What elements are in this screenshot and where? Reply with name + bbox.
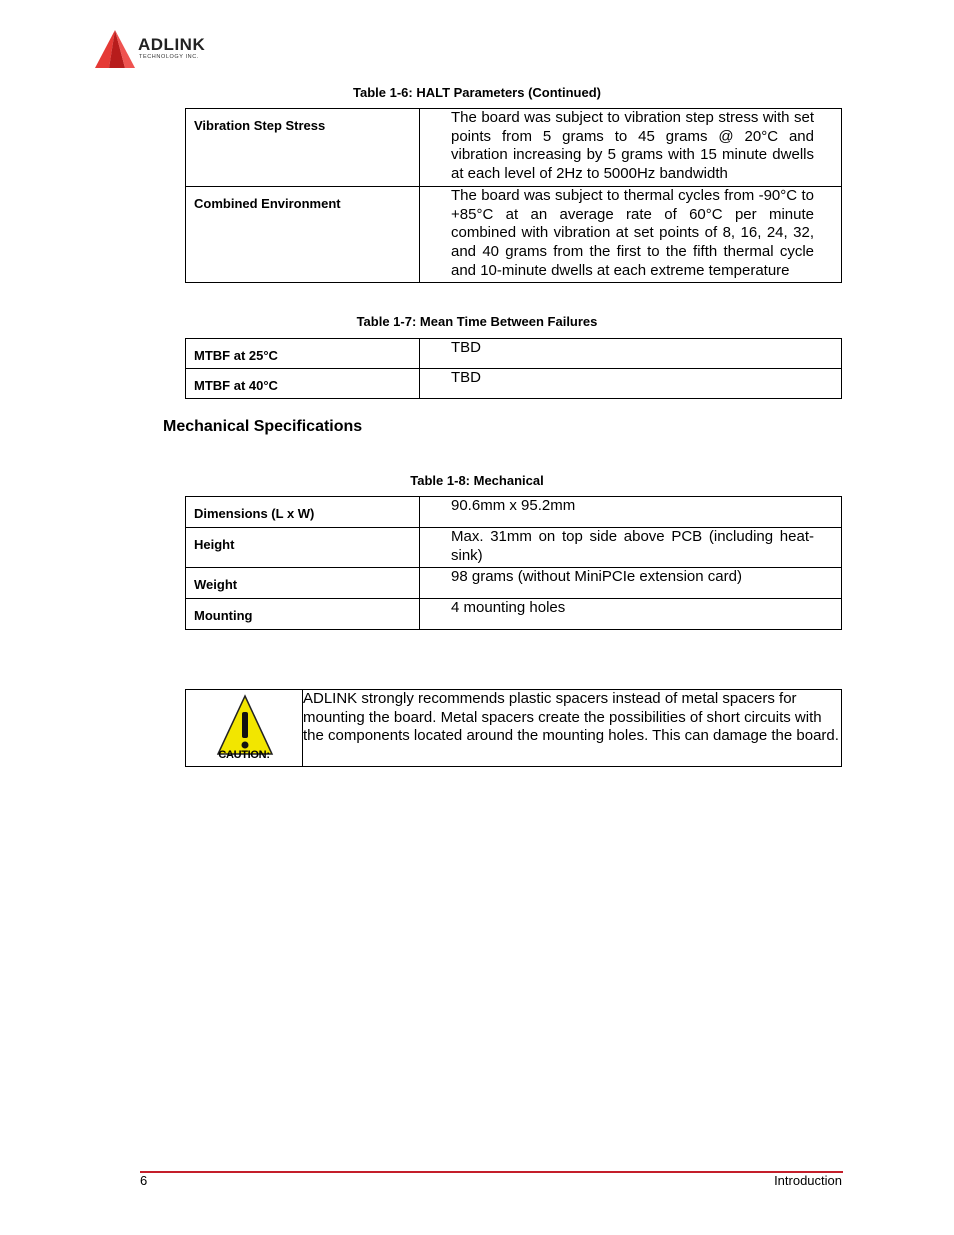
row-value: 98 grams (without MiniPCIe extension card) (420, 568, 842, 599)
row-label: MTBF at 25°C (194, 348, 278, 363)
table-row (186, 369, 842, 399)
table-mtbf-caption: Table 1-7: Mean Time Between Failures (356, 314, 598, 329)
page-number: 6 (140, 1173, 148, 1188)
section-title: Mechanical Specifications (163, 418, 363, 435)
row-label: Weight (194, 577, 238, 592)
table-row (186, 187, 842, 283)
row-label: Vibration Step Stress (194, 118, 326, 133)
row-value: TBD (420, 369, 842, 399)
table-row (186, 599, 842, 630)
row-label: MTBF at 40°C (194, 378, 278, 393)
brand-tagline: TECHNOLOGY INC. (139, 54, 199, 60)
row-label: Height (194, 537, 235, 552)
table-row (186, 339, 842, 369)
row-label: Combined Environment (194, 196, 341, 211)
row-value: 4 mounting holes (420, 599, 842, 630)
table-mechanical (185, 496, 842, 630)
brand-name: ADLINK (138, 35, 206, 54)
row-value: 90.6mm x 95.2mm (420, 497, 842, 528)
table-mtbf (185, 338, 842, 399)
chapter-title: Introduction (774, 1173, 842, 1188)
caution-label: CAUTION: (218, 749, 270, 761)
caution-text: ADLINK strongly recommends plastic spacers instead of metal spacers for mounting the board. Metal spacers create the possibilities of short circuits with the components located around the mounting holes. This can damage the board. (303, 690, 842, 767)
row-value: The board was subject to vibration step stress with set points from 5 grams to 45 grams @ 20°C and vibration increasing by 5 grams with 15 minute dwells at each level of 2Hz to 5000Hz bandwidth (420, 109, 842, 187)
table-mech-caption: Table 1-8: Mechanical (410, 473, 544, 488)
row-label: Mounting (194, 608, 253, 623)
row-value: TBD (420, 339, 842, 369)
table-row (186, 528, 842, 568)
row-label: Dimensions (L x W) (194, 506, 315, 521)
table-halt (185, 108, 842, 283)
footer-divider (140, 1171, 843, 1173)
row-value: Max. 31mm on top side above PCB (including heat-sink) (420, 528, 842, 568)
row-value: The board was subject to thermal cycles from -90°C to +85°C at an average rate of 60°C per minute combined with vibration at set points of 8, 16, 24, 32, and 40 grams from the first to the fifth thermal cycle and 10-minute dwells at each extreme temperature (420, 187, 842, 283)
table-halt-caption: Table 1-6: HALT Parameters (Continued) (353, 85, 601, 100)
table-row (186, 568, 842, 599)
table-row (186, 109, 842, 187)
caution-box (185, 689, 842, 767)
table-row (186, 497, 842, 528)
